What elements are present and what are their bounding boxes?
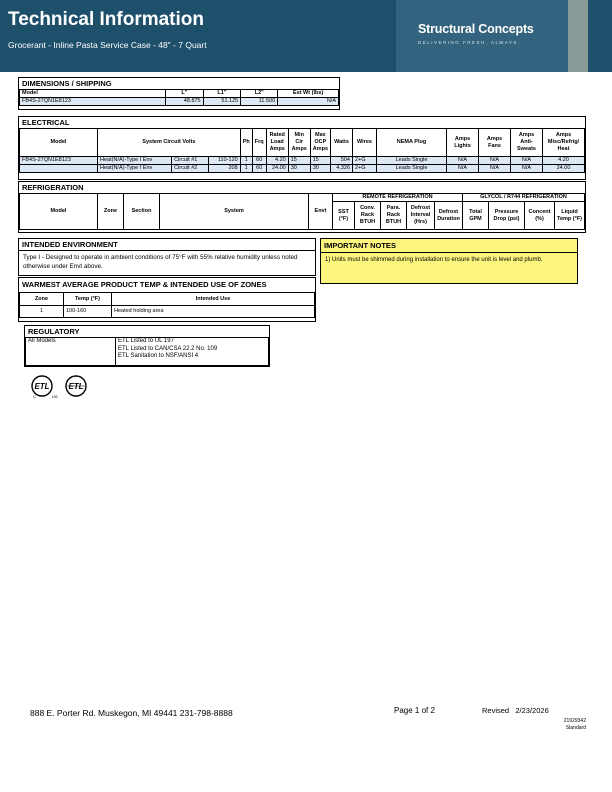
elec-antisweat: N/A bbox=[511, 157, 543, 165]
elec-col-model: Model bbox=[20, 129, 98, 157]
notes-section bbox=[320, 238, 578, 284]
ref-col-section: Section bbox=[124, 194, 160, 230]
table-row bbox=[20, 165, 585, 173]
etl-c-logo-icon bbox=[32, 376, 58, 399]
regulatory-model: All Models bbox=[26, 338, 116, 366]
ref-col-envt: Envt bbox=[309, 194, 333, 230]
refrigeration-title: REFRIGERATION bbox=[22, 183, 84, 192]
elec-lights: N/A bbox=[447, 165, 479, 173]
table-row bbox=[20, 306, 315, 318]
elec-col-watts: Watts bbox=[331, 129, 353, 157]
elec-watts: 504 bbox=[331, 157, 353, 165]
environment-text: Type I - Designed to operate in ambient conditions of 75°F with 55% relative humidity unless noted otherwise under Envt above. bbox=[19, 250, 315, 274]
ref-col-conv: Conv. Rack BTUH bbox=[355, 202, 381, 230]
environment-section bbox=[18, 238, 316, 276]
elec-system: Heat(N/A)-Type I Env bbox=[98, 165, 172, 173]
elec-wires: 2+G bbox=[353, 157, 377, 165]
electrical-title: ELECTRICAL bbox=[22, 118, 70, 127]
footer-revised bbox=[482, 706, 549, 715]
page-header bbox=[0, 0, 612, 72]
elec-fans: N/A bbox=[479, 165, 511, 173]
ref-col-para: Para. Rack BTUH bbox=[381, 202, 407, 230]
elec-volts: 208 bbox=[208, 165, 240, 173]
elec-frq: 60 bbox=[252, 157, 266, 165]
footer-address: 888 E. Porter Rd. Muskegon, MI 49441 231-798-8888 bbox=[30, 708, 233, 718]
regulatory-section bbox=[24, 325, 270, 367]
table-row bbox=[20, 157, 585, 165]
elec-col-misc: Amps Misc/Refrig/ Heat bbox=[543, 129, 585, 157]
certification-logos bbox=[30, 374, 100, 400]
zone-col-zone: Zone bbox=[20, 293, 64, 306]
svg-text:C: C bbox=[33, 394, 36, 399]
elec-circuit: Circuit #1 bbox=[172, 157, 209, 165]
dim-l1: 51.125 bbox=[203, 98, 241, 106]
zone-temp: 100-160 bbox=[64, 306, 112, 318]
regulatory-title: REGULATORY bbox=[28, 327, 80, 336]
regulatory-listing: ETL Sanitation to NSF/ANSI 4 bbox=[118, 353, 199, 359]
header-accent-strip bbox=[568, 0, 588, 72]
zones-table bbox=[19, 292, 315, 318]
regulatory-listing: ETL Listed to CAN/CSA 22.2 No. 109 bbox=[118, 345, 218, 352]
ref-col-zone: Zone bbox=[98, 194, 124, 230]
elec-col-nema: NEMA Plug bbox=[377, 129, 447, 157]
elec-lights: N/A bbox=[447, 157, 479, 165]
elec-nema: Leads Single bbox=[377, 157, 447, 165]
regulatory-listing: ETL Listed to UL 197 bbox=[118, 338, 174, 344]
svg-text:US: US bbox=[52, 394, 58, 399]
ref-col-model: Model bbox=[20, 194, 98, 230]
refrigeration-section bbox=[18, 181, 586, 233]
ref-col-sst: SST (°F) bbox=[333, 202, 355, 230]
elec-col-wires: Wires bbox=[353, 129, 377, 157]
elec-watts: 4,326 bbox=[331, 165, 353, 173]
elec-system: Heat(N/A)-Type I Env bbox=[98, 157, 172, 165]
zone-col-use: Intended Use bbox=[112, 293, 315, 306]
ref-col-gpm: Total GPM bbox=[463, 202, 489, 230]
elec-rla: 24.00 bbox=[266, 165, 288, 173]
elec-col-mop: Max OCP Amps bbox=[310, 129, 330, 157]
zone-number: 1 bbox=[20, 306, 64, 318]
ref-col-system: System bbox=[160, 194, 309, 230]
dim-col-l: L" bbox=[166, 90, 204, 98]
svg-text:ETL: ETL bbox=[34, 382, 50, 391]
elec-model: FB4S-27QN1E8123 bbox=[20, 157, 98, 165]
elec-nema: Leads Single bbox=[377, 165, 447, 173]
zones-section bbox=[18, 277, 316, 322]
zones-title: WARMEST AVERAGE PRODUCT TEMP & INTENDED USE OF ZONES bbox=[22, 280, 267, 289]
dim-col-weight: Est Wt (lbs) bbox=[278, 90, 339, 98]
elec-fans: N/A bbox=[479, 157, 511, 165]
elec-col-ph: Ph bbox=[240, 129, 252, 157]
elec-wires: 2+G bbox=[353, 165, 377, 173]
brand-logo bbox=[396, 0, 568, 72]
elec-model bbox=[20, 165, 98, 173]
elec-ph: 1 bbox=[240, 157, 252, 165]
elec-rla: 4.20 bbox=[266, 157, 288, 165]
dim-col-l1: L1" bbox=[203, 90, 241, 98]
elec-mca: 30 bbox=[288, 165, 310, 173]
ref-col-pressure: Pressure Drop (psi) bbox=[489, 202, 525, 230]
svg-text:ETL: ETL bbox=[68, 382, 84, 391]
electrical-table bbox=[19, 128, 585, 173]
ref-col-liquid: Liquid Temp (°F) bbox=[555, 202, 585, 230]
elec-misc: 24.00 bbox=[543, 165, 585, 173]
notes-title: IMPORTANT NOTES bbox=[321, 239, 577, 253]
elec-col-circuit: System Circuit Volts bbox=[98, 129, 241, 157]
dimensions-section bbox=[18, 77, 340, 110]
elec-misc: 4.20 bbox=[543, 157, 585, 165]
dimensions-title: DIMENSIONS / SHIPPING bbox=[22, 79, 112, 88]
note-item: 1) Units must be shimmed during installation to ensure the unit is level and plumb. bbox=[325, 257, 543, 263]
elec-frq: 60 bbox=[252, 165, 266, 173]
elec-volts: 110-120 bbox=[208, 157, 240, 165]
revised-date: 2/23/2026 bbox=[515, 706, 549, 715]
doc-id: 21929342 bbox=[563, 718, 586, 724]
brand-name: Structural Concepts bbox=[418, 22, 534, 36]
elec-antisweat: N/A bbox=[511, 165, 543, 173]
dimensions-table bbox=[19, 89, 339, 106]
footer-doc-id bbox=[564, 718, 586, 732]
brand-tagline: DELIVERING FRESH, ALWAYS. bbox=[418, 40, 521, 45]
elec-col-frq: Frq bbox=[252, 129, 266, 157]
ref-col-concent: Concent (%) bbox=[525, 202, 555, 230]
ref-group-remote: REMOTE REFRIGERATION bbox=[333, 194, 463, 202]
dim-weight: N/A bbox=[278, 98, 339, 106]
elec-col-mca: Min Cir Amps bbox=[288, 129, 310, 157]
doc-type: Standard bbox=[565, 725, 586, 731]
environment-title: INTENDED ENVIRONMENT bbox=[22, 240, 118, 249]
dim-col-model: Model bbox=[20, 90, 166, 98]
regulatory-table bbox=[25, 337, 269, 366]
elec-col-rla: Rated Load Amps bbox=[266, 129, 288, 157]
dim-model: FB4S-27QN1E8123 bbox=[20, 98, 166, 106]
elec-col-lights: Amps Lights bbox=[447, 129, 479, 157]
elec-mop: 15 bbox=[310, 157, 330, 165]
dim-l: 48.875 bbox=[166, 98, 204, 106]
table-row bbox=[20, 98, 339, 106]
ref-col-defrost-dur: Defrost Duration bbox=[435, 202, 463, 230]
footer-page-number: Page 1 of 2 bbox=[394, 706, 435, 715]
elec-col-antisweat: Amps Anti-Sweats bbox=[511, 129, 543, 157]
elec-col-fans: Amps Fans bbox=[479, 129, 511, 157]
elec-ph: 1 bbox=[240, 165, 252, 173]
ref-col-defrost-int: Defrost Interval (Hrs) bbox=[407, 202, 435, 230]
elec-circuit: Circuit #2 bbox=[172, 165, 209, 173]
refrigeration-table bbox=[19, 193, 585, 230]
page-subtitle: Grocerant - Inline Pasta Service Case - 48" - 7 Quart bbox=[8, 40, 207, 50]
zone-use: Heated holding area bbox=[112, 306, 315, 318]
etl-sanitation-logo-icon bbox=[66, 376, 86, 396]
dim-l2: 11.500 bbox=[241, 98, 278, 106]
zone-col-temp: Temp (°F) bbox=[64, 293, 112, 306]
electrical-section bbox=[18, 116, 586, 180]
dim-col-l2: L2" bbox=[241, 90, 278, 98]
revised-label: Revised bbox=[482, 706, 510, 715]
page-title: Technical Information bbox=[8, 9, 205, 30]
ref-group-glycol: GLYCOL / R744 REFRIGERATION bbox=[463, 194, 585, 202]
elec-mca: 15 bbox=[288, 157, 310, 165]
elec-mop: 30 bbox=[310, 165, 330, 173]
